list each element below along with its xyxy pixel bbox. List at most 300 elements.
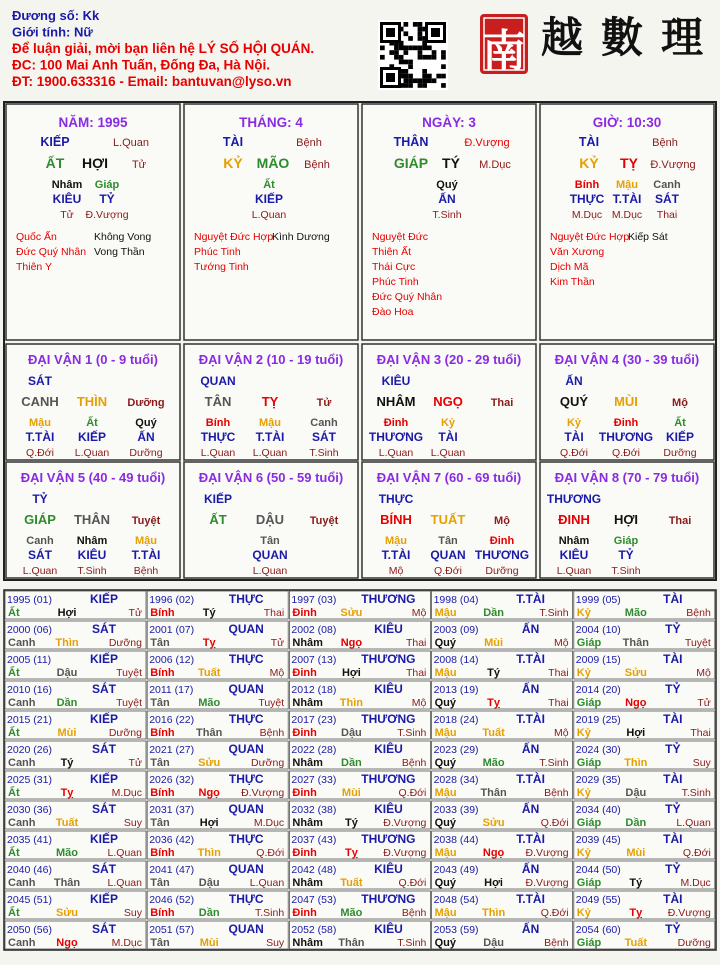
dai-van-hidden-god: THƯƠNG <box>368 430 424 444</box>
dai-van-hidden-stage: L.Quan <box>74 447 110 459</box>
pillar-god-right: Bệnh <box>652 137 678 149</box>
year-label: 2007 (13) <box>291 654 337 666</box>
year-stem: Giáp <box>576 757 602 769</box>
dai-van-hidden-stem: Đinh <box>613 417 639 429</box>
dai-van-hidden-god: T.TÀI <box>255 430 285 444</box>
year-stem: Giáp <box>576 937 602 949</box>
dai-van-stem: ẤT <box>209 512 227 527</box>
year-stem: Đinh <box>292 667 317 679</box>
year-label: 2027 (33) <box>291 774 337 786</box>
year-stage: Dưỡng <box>108 727 142 739</box>
year-stage: Đ.Vượng <box>667 907 711 919</box>
year-label: 1996 (02) <box>149 594 195 606</box>
year-stage: L.Quan <box>107 847 142 859</box>
stem: ẤT <box>45 155 65 171</box>
year-label: 1997 (03) <box>291 594 337 606</box>
year-label: 2031 (37) <box>149 804 195 816</box>
year-branch: Sửu <box>340 607 363 619</box>
dai-van-hidden-stem: Ất <box>86 417 98 429</box>
year-stem: Bính <box>150 847 175 859</box>
year-stage: M.Dục <box>680 877 711 889</box>
year-stage: Q.Đới <box>540 907 569 919</box>
year-stem: Quý <box>434 937 457 949</box>
year-god: THƯƠNG <box>361 772 416 786</box>
dai-van-stage: Dưỡng <box>127 397 165 409</box>
dai-van-hidden-stage: Q.Đới <box>612 447 640 459</box>
pillar-god-right: Bệnh <box>296 137 322 149</box>
year-label: 2046 (52) <box>149 894 195 906</box>
year-branch: Dần <box>341 757 362 769</box>
dai-van-hidden-stage: Q.Đới <box>434 565 462 577</box>
year-branch: Thân <box>338 937 365 949</box>
year-stem: Quý <box>434 877 457 889</box>
star-left: Văn Xương <box>550 246 605 258</box>
year-god: SÁT <box>92 742 116 756</box>
year-stem: Nhâm <box>292 757 323 769</box>
dai-van-hidden-stem: Canh <box>310 417 338 429</box>
year-stage: Dưỡng <box>251 757 285 769</box>
year-branch: Thân <box>480 787 507 799</box>
year-stage: M.Dục <box>111 937 142 949</box>
year-god: THỰC <box>228 892 264 906</box>
year-stem: Ất <box>8 607 20 619</box>
year-branch: Sửu <box>55 907 79 919</box>
year-stage: Q.Đới <box>540 817 569 829</box>
logo-char: 理 <box>660 14 704 61</box>
year-label: 2033 (39) <box>433 804 479 816</box>
year-god: THỰC <box>228 652 264 666</box>
pillar-box <box>540 104 714 340</box>
year-god: SÁT <box>92 922 116 936</box>
year-branch: Ngọ <box>482 847 505 859</box>
stage: Đ.Vượng <box>650 159 696 171</box>
dai-van-title: ĐẠI VẬN 6 (50 - 59 tuổi) <box>198 470 344 485</box>
year-god: ẤN <box>521 802 540 816</box>
year-stage: Q.Đới <box>256 847 285 859</box>
dai-van-hidden-stem: Mậu <box>29 417 51 429</box>
year-branch: Tý <box>487 667 501 679</box>
year-label: 2042 (48) <box>291 864 337 876</box>
year-god: ẤN <box>521 922 540 936</box>
year-god: TỶ <box>665 682 681 696</box>
year-label: 2041 (47) <box>149 864 195 876</box>
year-label: 2017 (23) <box>291 714 337 726</box>
year-god: T.TÀI <box>516 712 545 726</box>
year-god: ẤN <box>521 862 540 876</box>
header-line: Để luận giải, mời bạn liên hệ LÝ SỐ HỘI QUÁN. <box>12 41 315 56</box>
star-left: Quốc Ấn <box>16 231 57 243</box>
year-label: 1998 (04) <box>433 594 479 606</box>
year-branch: Tuất <box>197 667 221 679</box>
year-stem: Nhâm <box>292 637 323 649</box>
stem: GIÁP <box>393 155 429 171</box>
dai-van-stem: GIÁP <box>24 512 56 527</box>
year-god: KIẾP <box>89 592 119 606</box>
star-left: Thái Cực <box>372 261 416 273</box>
dai-van-hidden-stem: Đinh <box>383 417 409 429</box>
year-label: 2006 (12) <box>149 654 195 666</box>
year-god: THƯƠNG <box>361 592 416 606</box>
hidden-stage: Thai <box>656 209 678 221</box>
year-stem: Kỷ <box>576 847 591 859</box>
year-branch: Ngọ <box>56 937 78 949</box>
dai-van-hidden-stem: Mậu <box>259 417 281 429</box>
dai-van-hidden-stem: Kỷ <box>566 417 582 429</box>
year-stage: Thai <box>690 727 711 739</box>
dai-van-stage: Thai <box>668 515 692 527</box>
year-god: TỶ <box>665 742 681 756</box>
dai-van-hidden-stage: Dưỡng <box>485 565 519 577</box>
year-branch: Thân <box>622 637 649 649</box>
pillar-title: GIỜ: 10:30 <box>592 115 662 130</box>
year-stage: Mộ <box>411 607 427 619</box>
year-stage: Bệnh <box>401 757 427 769</box>
hidden-stage: Đ.Vượng <box>85 209 129 221</box>
year-stem: Tân <box>150 637 170 649</box>
year-god: QUAN <box>228 922 264 936</box>
year-stage: T.Sinh <box>539 757 569 769</box>
year-stage: Tuyệt <box>116 697 142 709</box>
seal-char: 南 <box>482 27 526 76</box>
dai-van-hidden-stem: Ất <box>674 417 686 429</box>
year-god: TÀI <box>663 712 683 726</box>
pillar-god: KIẾP <box>40 135 70 149</box>
year-stem: Tân <box>150 697 170 709</box>
year-label: 2038 (44) <box>433 834 479 846</box>
year-god: QUAN <box>228 742 264 756</box>
pillar-god: TÀI <box>222 135 244 149</box>
year-branch: Hợi <box>57 607 77 619</box>
year-branch: Mùi <box>341 787 361 799</box>
year-stem: Kỷ <box>576 667 591 679</box>
year-stage: Thai <box>548 667 569 679</box>
year-label: 2024 (30) <box>575 744 621 756</box>
year-label: 2001 (07) <box>149 624 195 636</box>
year-label: 2015 (21) <box>7 714 52 726</box>
year-stage: Suy <box>266 937 285 949</box>
year-stage: Bệnh <box>686 607 711 619</box>
branch: TÝ <box>442 155 460 171</box>
star-right: Kình Dương <box>272 231 330 243</box>
year-stage: Mộ <box>411 697 427 709</box>
year-branch: Thìn <box>624 757 648 769</box>
year-god: TỶ <box>665 802 681 816</box>
year-label: 2003 (09) <box>433 624 479 636</box>
star-left: Dịch Mã <box>550 261 589 273</box>
year-stage: Tuyệt <box>684 637 711 649</box>
year-label: 2040 (46) <box>7 864 52 876</box>
dai-van-hidden-stem: Nhâm <box>558 535 590 547</box>
year-stem: Quý <box>434 697 457 709</box>
hidden-stage: T.Sinh <box>432 209 462 221</box>
year-stem: Nhâm <box>292 937 323 949</box>
year-god: THƯƠNG <box>361 892 416 906</box>
year-stage: Đ.Vượng <box>241 787 285 799</box>
year-branch: Dậu <box>56 667 78 679</box>
star-left: Nguyệt Đức Hợp <box>550 231 630 243</box>
dai-van-stem: CANH <box>21 394 59 409</box>
hidden-god: KIÊU <box>52 192 82 206</box>
year-stem: Giáp <box>576 877 602 889</box>
year-stem: Kỷ <box>576 607 591 619</box>
dai-van-hidden-stage: Dưỡng <box>663 447 697 459</box>
dai-van-branch: DẬU <box>255 512 285 527</box>
year-stage: Q.Đới <box>398 877 427 889</box>
year-branch: Dậu <box>198 877 220 889</box>
year-stem: Đinh <box>292 847 317 859</box>
dai-van-hidden-stage: Bệnh <box>133 565 159 577</box>
year-branch: Tuất <box>624 937 648 949</box>
year-branch: Thìn <box>339 697 364 709</box>
year-stage: Đ.Vượng <box>383 847 427 859</box>
year-stem: Mậu <box>434 667 457 679</box>
branch: MÃO <box>256 155 290 171</box>
year-branch: Tỵ <box>202 637 216 649</box>
pillar-title: THÁNG: 4 <box>239 115 303 130</box>
year-stage: Dưỡng <box>108 637 142 649</box>
year-branch: Sửu <box>482 817 505 829</box>
year-stage: Thai <box>405 637 427 649</box>
dai-van-branch: NGỌ <box>433 394 463 409</box>
year-stage: Dưỡng <box>677 937 711 949</box>
year-label: 2051 (57) <box>149 924 195 936</box>
year-stage: Tuyệt <box>258 697 285 709</box>
year-stem: Canh <box>8 637 36 649</box>
year-stem: Ất <box>8 907 20 919</box>
dai-van-hidden-stage: T.Sinh <box>77 565 107 577</box>
dai-van-hidden-god: THƯƠNG <box>598 430 654 444</box>
year-stem: Mậu <box>434 727 457 739</box>
year-stem: Ất <box>8 847 20 859</box>
year-label: 2048 (54) <box>433 894 479 906</box>
year-label: 2021 (27) <box>149 744 195 756</box>
year-stage: T.Sinh <box>255 907 285 919</box>
star-left: Đức Quý Nhân <box>372 291 443 303</box>
year-branch: Mùi <box>57 727 77 739</box>
dai-van-hidden-god: KIÊU <box>77 548 107 562</box>
year-god: KIẾP <box>89 712 119 726</box>
dai-van-hidden-stem: Giáp <box>613 535 639 547</box>
qr-code <box>378 20 448 90</box>
pillar-box <box>6 104 180 340</box>
year-branch: Mùi <box>199 937 219 949</box>
dai-van-hidden-stage: L.Quan <box>556 565 592 577</box>
year-god: ẤN <box>521 682 540 696</box>
dai-van-hidden-stage: Mộ <box>388 565 404 577</box>
year-label: 2049 (55) <box>575 894 621 906</box>
year-god: TÀI <box>663 772 683 786</box>
dai-van-stage: Mộ <box>672 397 688 409</box>
year-god: T.TÀI <box>516 652 545 666</box>
year-stem: Bính <box>150 907 175 919</box>
star-left: Thiên Y <box>16 261 52 273</box>
year-god: T.TÀI <box>516 892 545 906</box>
year-stage: Thai <box>405 667 427 679</box>
year-branch: Mão <box>340 907 363 919</box>
dai-van-hidden-stage: T.Sinh <box>611 565 641 577</box>
year-branch: Ngọ <box>340 637 363 649</box>
year-label: 2045 (51) <box>7 894 52 906</box>
dai-van-hidden-stem: Đinh <box>489 535 515 547</box>
year-label: 2039 (45) <box>575 834 621 846</box>
star-left: Đức Quý Nhân <box>16 246 87 258</box>
year-stem: Canh <box>8 757 36 769</box>
year-god: SÁT <box>92 622 116 636</box>
dai-van-hidden-god: THỰC <box>200 430 236 444</box>
dai-van-hidden-god: SÁT <box>312 430 336 444</box>
year-branch: Tuất <box>55 817 79 829</box>
year-stage: Đ.Vượng <box>525 847 569 859</box>
branch: HỢI <box>82 155 108 171</box>
year-stem: Quý <box>434 757 457 769</box>
star-left: Nguyệt Đức Hợp <box>194 231 274 243</box>
year-stage: Q.Đới <box>682 847 711 859</box>
year-god: QUAN <box>228 622 264 636</box>
year-god: KIẾP <box>89 892 119 906</box>
year-stage: L.Quan <box>676 817 711 829</box>
year-label: 2029 (35) <box>575 774 621 786</box>
dai-van-hidden-stage: T.Sinh <box>309 447 339 459</box>
dai-van-hidden-stage: L.Quan <box>22 565 58 577</box>
year-god: THƯƠNG <box>361 712 416 726</box>
year-god: KIẾP <box>89 772 119 786</box>
pillar-title: NGÀY: 3 <box>422 115 476 130</box>
year-stem: Mậu <box>434 847 457 859</box>
dai-van-hidden-stage: L.Quan <box>200 447 236 459</box>
year-stage: Suy <box>123 907 142 919</box>
year-stem: Ất <box>8 667 20 679</box>
dai-van-hidden-god: QUAN <box>252 548 288 562</box>
dai-van-hidden-god: KIÊU <box>559 548 589 562</box>
stem: KỶ <box>579 155 599 171</box>
year-god: T.TÀI <box>516 772 545 786</box>
hidden-stem: Giáp <box>94 179 120 191</box>
dai-van-hidden-stage: Dưỡng <box>129 447 163 459</box>
year-branch: Dậu <box>483 937 504 949</box>
hidden-stem: Canh <box>653 179 681 191</box>
year-stem: Mậu <box>434 907 457 919</box>
year-label: 2054 (60) <box>575 924 621 936</box>
year-label: 2016 (22) <box>149 714 195 726</box>
year-stage: Mộ <box>554 727 569 739</box>
dai-van-hidden-stage: L.Quan <box>430 447 466 459</box>
dai-van-stage: Thai <box>490 397 514 409</box>
year-label: 2032 (38) <box>291 804 337 816</box>
year-branch: Dần <box>198 907 220 919</box>
year-stem: Giáp <box>576 697 602 709</box>
year-branch: Tỵ <box>344 847 358 859</box>
year-branch: Ngọ <box>198 787 220 799</box>
year-god: TÀI <box>663 832 683 846</box>
dai-van-hidden-god: TÀI <box>564 430 584 444</box>
dai-van-stage: Mộ <box>494 515 510 527</box>
dai-van-hidden-stem: Bính <box>205 417 231 429</box>
stage: Bệnh <box>304 159 330 171</box>
dai-van-hidden-god: T.TÀI <box>131 548 161 562</box>
year-stage: Tử <box>128 757 142 769</box>
dai-van-hidden-god: TỶ <box>618 548 634 562</box>
dai-van-hidden-god: SÁT <box>28 548 52 562</box>
year-stage: Đ.Vượng <box>383 817 427 829</box>
year-branch: Mão <box>624 607 647 619</box>
year-label: 2025 (31) <box>7 774 52 786</box>
year-stage: T.Sinh <box>397 727 427 739</box>
hidden-god: ẤN <box>438 192 456 206</box>
year-god: THỰC <box>228 832 264 846</box>
year-god: T.TÀI <box>516 832 545 846</box>
dai-van-hidden-stem: Tân <box>260 535 280 547</box>
year-god: TÀI <box>663 652 683 666</box>
year-stem: Canh <box>8 937 36 949</box>
dai-van-god: KIẾP <box>203 492 233 506</box>
hidden-stage: L.Quan <box>251 209 287 221</box>
dai-van-stem: QUÝ <box>559 394 589 409</box>
star-right: Vong Thần <box>94 246 145 258</box>
logo-char: 數 <box>600 14 644 61</box>
year-branch: Hợi <box>484 877 504 889</box>
year-branch: Tý <box>629 877 643 889</box>
header-line: ĐT: 1900.633316 - Email: bantuvan@lyso.vn <box>12 74 292 89</box>
year-label: 2052 (58) <box>291 924 337 936</box>
year-stage: L.Quan <box>249 877 285 889</box>
year-god: KIÊU <box>374 742 403 756</box>
year-stage: T.Sinh <box>397 937 427 949</box>
year-branch: Tỵ <box>487 697 501 709</box>
year-stem: Bính <box>150 667 175 679</box>
year-label: 2050 (56) <box>7 924 52 936</box>
pillar-god: TÀI <box>578 135 600 149</box>
year-branch: Mùi <box>626 847 646 859</box>
year-branch: Thìn <box>55 637 79 649</box>
dai-van-stem: NHÂM <box>376 394 416 409</box>
star-left: Tướng Tinh <box>194 261 249 273</box>
year-branch: Ngọ <box>625 697 647 709</box>
dai-van-title: ĐẠI VẬN 1 (0 - 9 tuổi) <box>27 352 159 367</box>
pillar-god-right: Đ.Vượng <box>464 137 510 149</box>
year-branch: Dần <box>625 817 647 829</box>
header-line: Giới tính: Nữ <box>12 24 93 40</box>
dai-van-hidden-stem: Mậu <box>135 535 157 547</box>
dai-van-branch: MÙI <box>614 394 638 409</box>
dai-van-hidden-stem: Kỷ <box>440 417 456 429</box>
year-branch: Mão <box>56 847 78 859</box>
year-stage: Suy <box>692 757 711 769</box>
year-god: THƯƠNG <box>361 832 416 846</box>
year-god: QUAN <box>228 682 264 696</box>
year-stem: Canh <box>8 817 36 829</box>
year-branch: Tỵ <box>629 907 643 919</box>
year-god: SÁT <box>92 862 116 876</box>
year-stage: Mộ <box>269 667 285 679</box>
year-stage: L.Quan <box>107 877 142 889</box>
year-label: 2009 (15) <box>575 654 621 666</box>
year-god: KIÊU <box>374 862 403 876</box>
year-stem: Canh <box>8 877 36 889</box>
dai-van-branch: THÂN <box>73 512 111 527</box>
dai-van-title: ĐẠI VẬN 5 (40 - 49 tuổi) <box>20 470 166 485</box>
year-branch: Hợi <box>341 667 361 679</box>
dai-van-branch: TUẤT <box>430 512 466 527</box>
hidden-stem: Quý <box>436 179 458 191</box>
hidden-god: T.TÀI <box>612 192 642 206</box>
year-branch: Sửu <box>198 757 221 769</box>
year-label: 2034 (40) <box>575 804 621 816</box>
year-label: 2010 (16) <box>7 684 52 696</box>
dai-van-title: ĐẠI VẬN 7 (60 - 69 tuổi) <box>376 470 522 485</box>
year-label: 2023 (29) <box>433 744 479 756</box>
year-stem: Nhâm <box>292 697 323 709</box>
year-branch: Thìn <box>481 907 506 919</box>
